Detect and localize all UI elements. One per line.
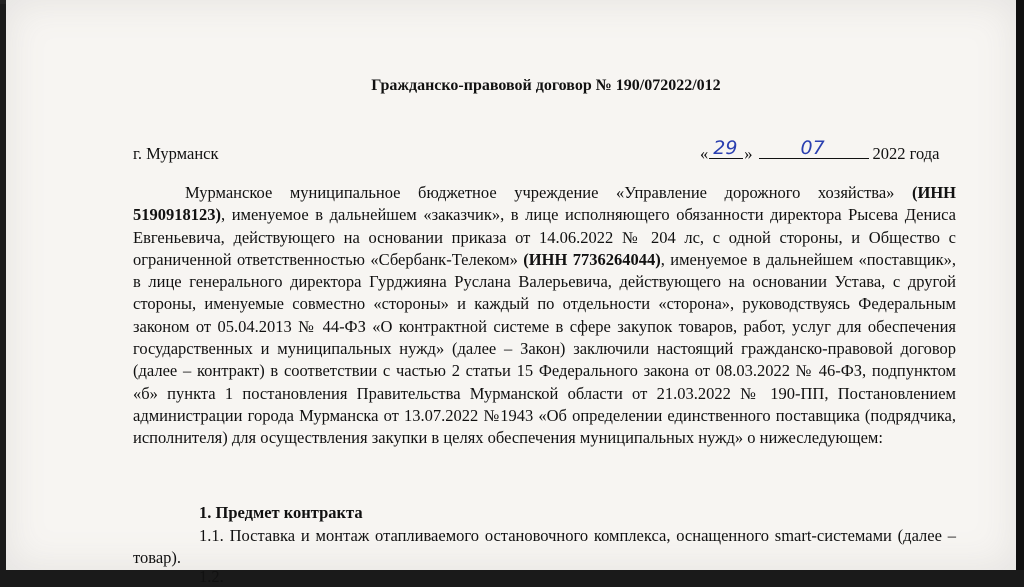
preamble-part1: Мурманское муниципальное бюджетное учреждение «Управление дорожного хозяйства» bbox=[185, 183, 912, 202]
date-year: 2022 года bbox=[872, 144, 940, 163]
contract-date bbox=[700, 137, 940, 164]
preamble-part3: , именуемое в дальнейшем «поставщик», в лице генерального директора Гурджияна Руслана Валерьевича, действующего на основании Устава, с другой стороны, именуемые совместно «стороны» и каждый по отдельности «сторона», руководствуясь Федеральным законом от 05.04.2013 № 44-ФЗ «О контрактной системе в сфере закупок товаров, работ, услуг для обеспечения государственных и муниципальных нужд» (далее – Закон) заключили настоящий гражданско-правовой договор (далее – контракт) в соответствии с частью 2 статьи 15 Федерального закона от 08.03.2022 № 46-ФЗ, подпунктом «б» пункта 1 постановления Правительства Мурманской области от 21.03.2022 № 190-ПП, Постановлением администрации города Мурманска от 13.07.2022 №1943 «Об определении единственного поставщика (подрядчика, исполнителя) для осуществления закупки в целях обеспечения муниципальных нужд» о нижеследующем: bbox=[133, 249, 956, 448]
date-month-handwritten: 07 bbox=[800, 137, 825, 159]
section-1-heading: 1. Предмет контракта bbox=[199, 503, 363, 522]
window-right-edge bbox=[1016, 0, 1024, 570]
date-day-field bbox=[709, 137, 743, 159]
contract-title: Гражданско-правовой договор № 190/072022/012 bbox=[371, 77, 721, 94]
date-close-quote: » bbox=[744, 144, 753, 163]
preamble-part2: , именуемое в дальнейшем «заказчик», в лице исполняющего обязанности директора Рысева Дениса Евгеньевича, действующего на основании приказа от 14.06.2022 № 204 лс, с одной стороны, и Общество с ограниченной ответственностью «Сбербанк-Телеком» bbox=[133, 205, 956, 269]
date-open-quote: « bbox=[700, 144, 709, 163]
customer-inn: (ИНН 5190918123) bbox=[133, 183, 956, 225]
contract-city: г. Мурманск bbox=[133, 144, 219, 163]
clause-1-1: 1.1. Поставка и монтаж отапливаемого остановочного комплекса, оснащенного smart-системами (далее – товар). bbox=[133, 526, 956, 568]
date-month-field bbox=[759, 137, 869, 159]
clause-1-2-partial: 1.2. bbox=[199, 567, 224, 586]
contract-preamble bbox=[133, 182, 956, 450]
supplier-inn: (ИНН 7736264044) bbox=[523, 249, 661, 269]
scanned-document-page bbox=[6, 0, 1016, 586]
date-day-handwritten: 29 bbox=[713, 137, 738, 159]
